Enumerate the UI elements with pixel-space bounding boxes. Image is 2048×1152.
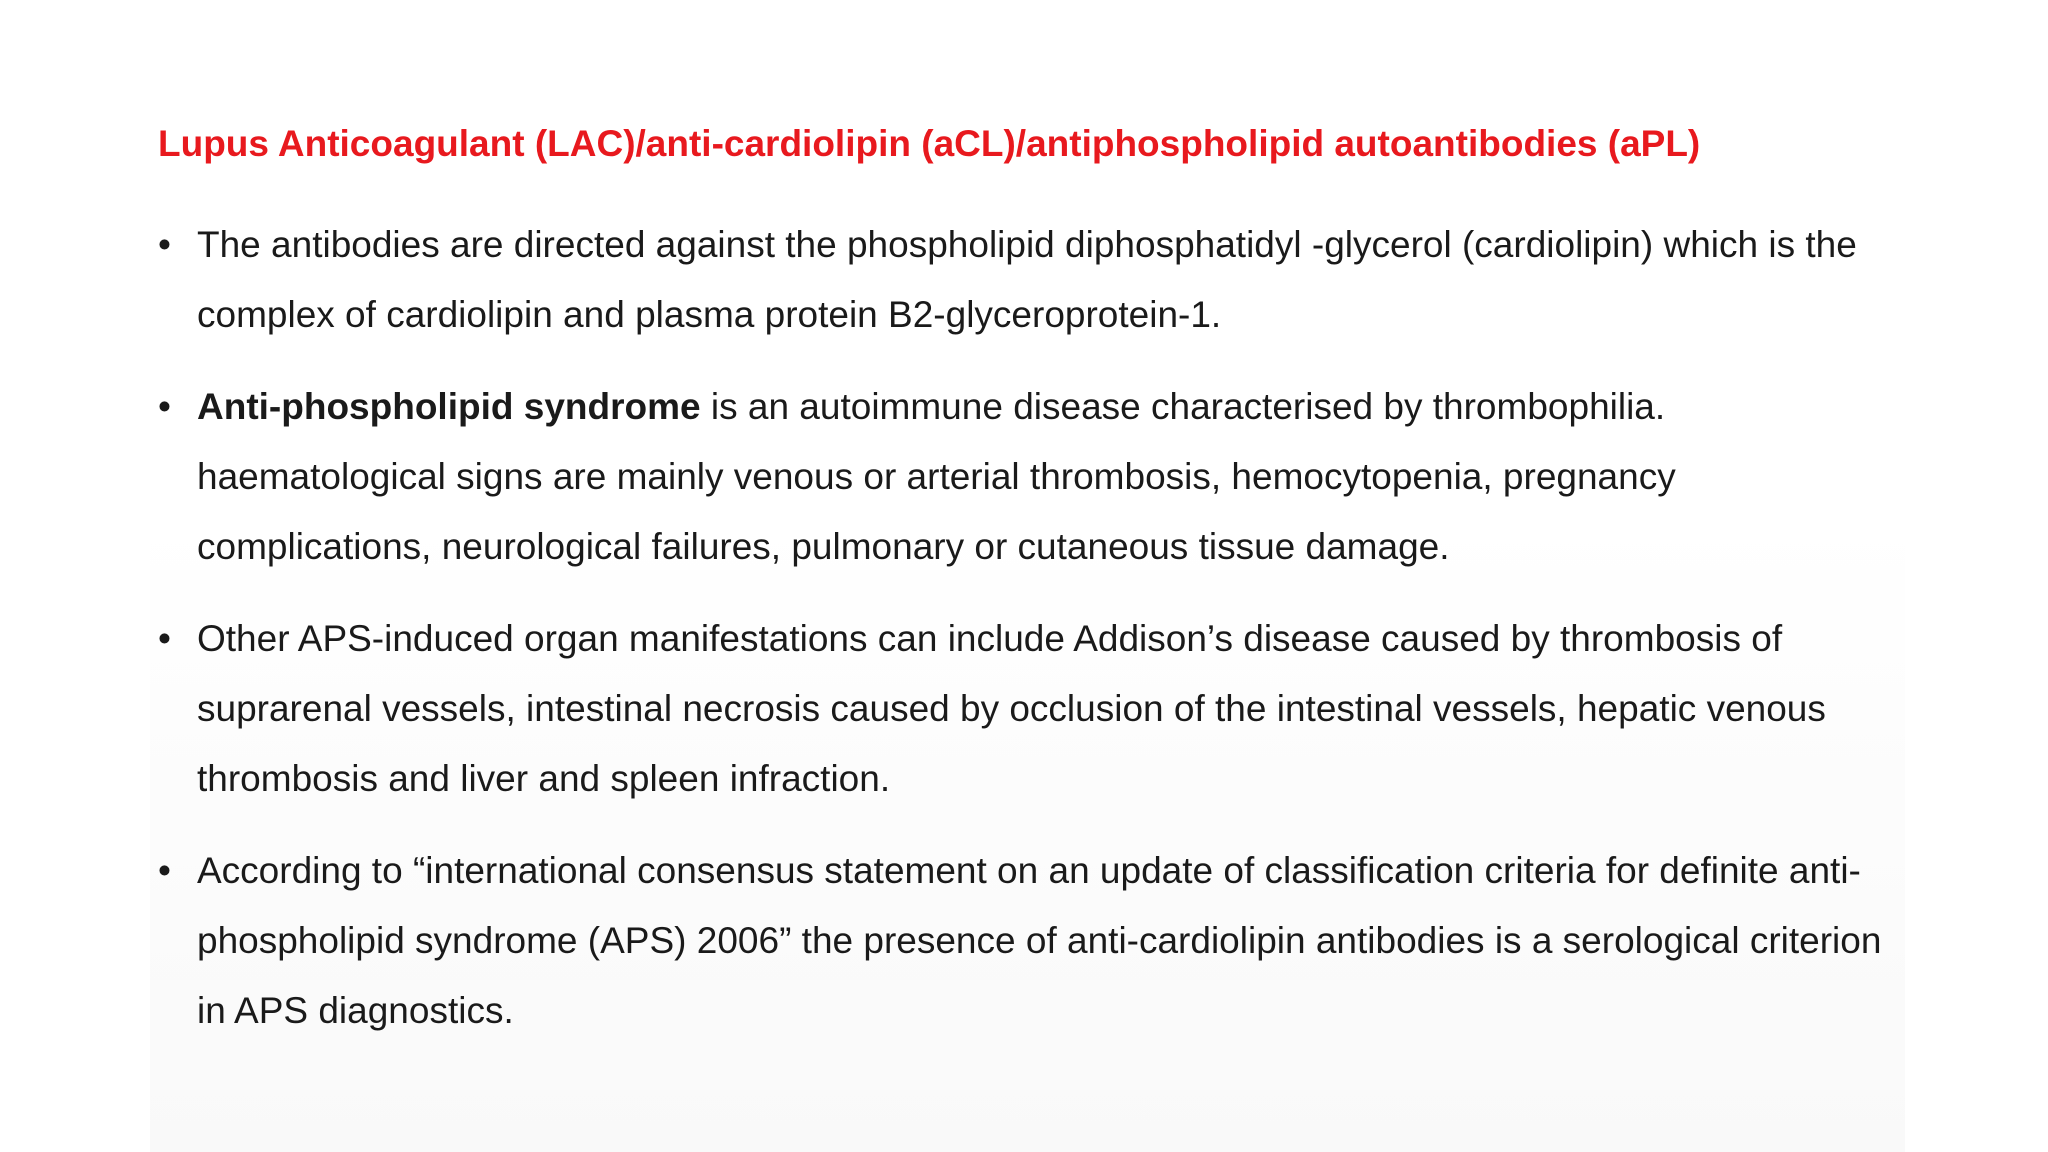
bullet-text: Other APS-induced organ manifestations can include Addison’s disease caused by thrombosis of suprarenal vessels, intestinal necrosis caused by occlusion of the intestinal vessels, hepatic venous thrombosis and liver and spleen infraction.: [197, 618, 1826, 799]
bullet-point-icon: •: [158, 224, 171, 265]
bullet-list: [158, 210, 1918, 1068]
bullet-point-icon: •: [158, 618, 171, 659]
bullet-text: The antibodies are directed against the phospholipid diphosphatidyl -glycerol (cardiolipin) which is the complex of cardiolipin and plasma protein B2-glyceroprotein-1.: [197, 224, 1857, 335]
bullet-point-icon: •: [158, 386, 171, 427]
slide-title: Lupus Anticoagulant (LAC)/anti-cardiolipin (aCL)/antiphospholipid autoantibodies (aPL): [158, 123, 1701, 164]
bullet-point-icon: •: [158, 850, 171, 891]
bullet-item-antibodies: [158, 210, 1918, 350]
bullet-bold-term: Anti-phospholipid syndrome: [197, 386, 701, 427]
bullet-item-organ-manifestations: [158, 604, 1918, 814]
bullet-item-consensus-statement: [158, 836, 1918, 1046]
bullet-text: is an autoimmune disease characterised by thrombophilia. haematological signs are mainly venous or arterial thrombosis, hemocytopenia, pregnancy complications, neurological failures, pulmonary or cutaneous tissue damage.: [197, 386, 1676, 567]
bullet-text: According to “international consensus statement on an update of classification criteria for definite anti-phospholipid syndrome (APS) 2006” the presence of anti-cardiolipin antibodies is a serological criterion in APS diagnostics.: [197, 850, 1882, 1031]
bullet-item-aps-definition: [158, 372, 1918, 582]
